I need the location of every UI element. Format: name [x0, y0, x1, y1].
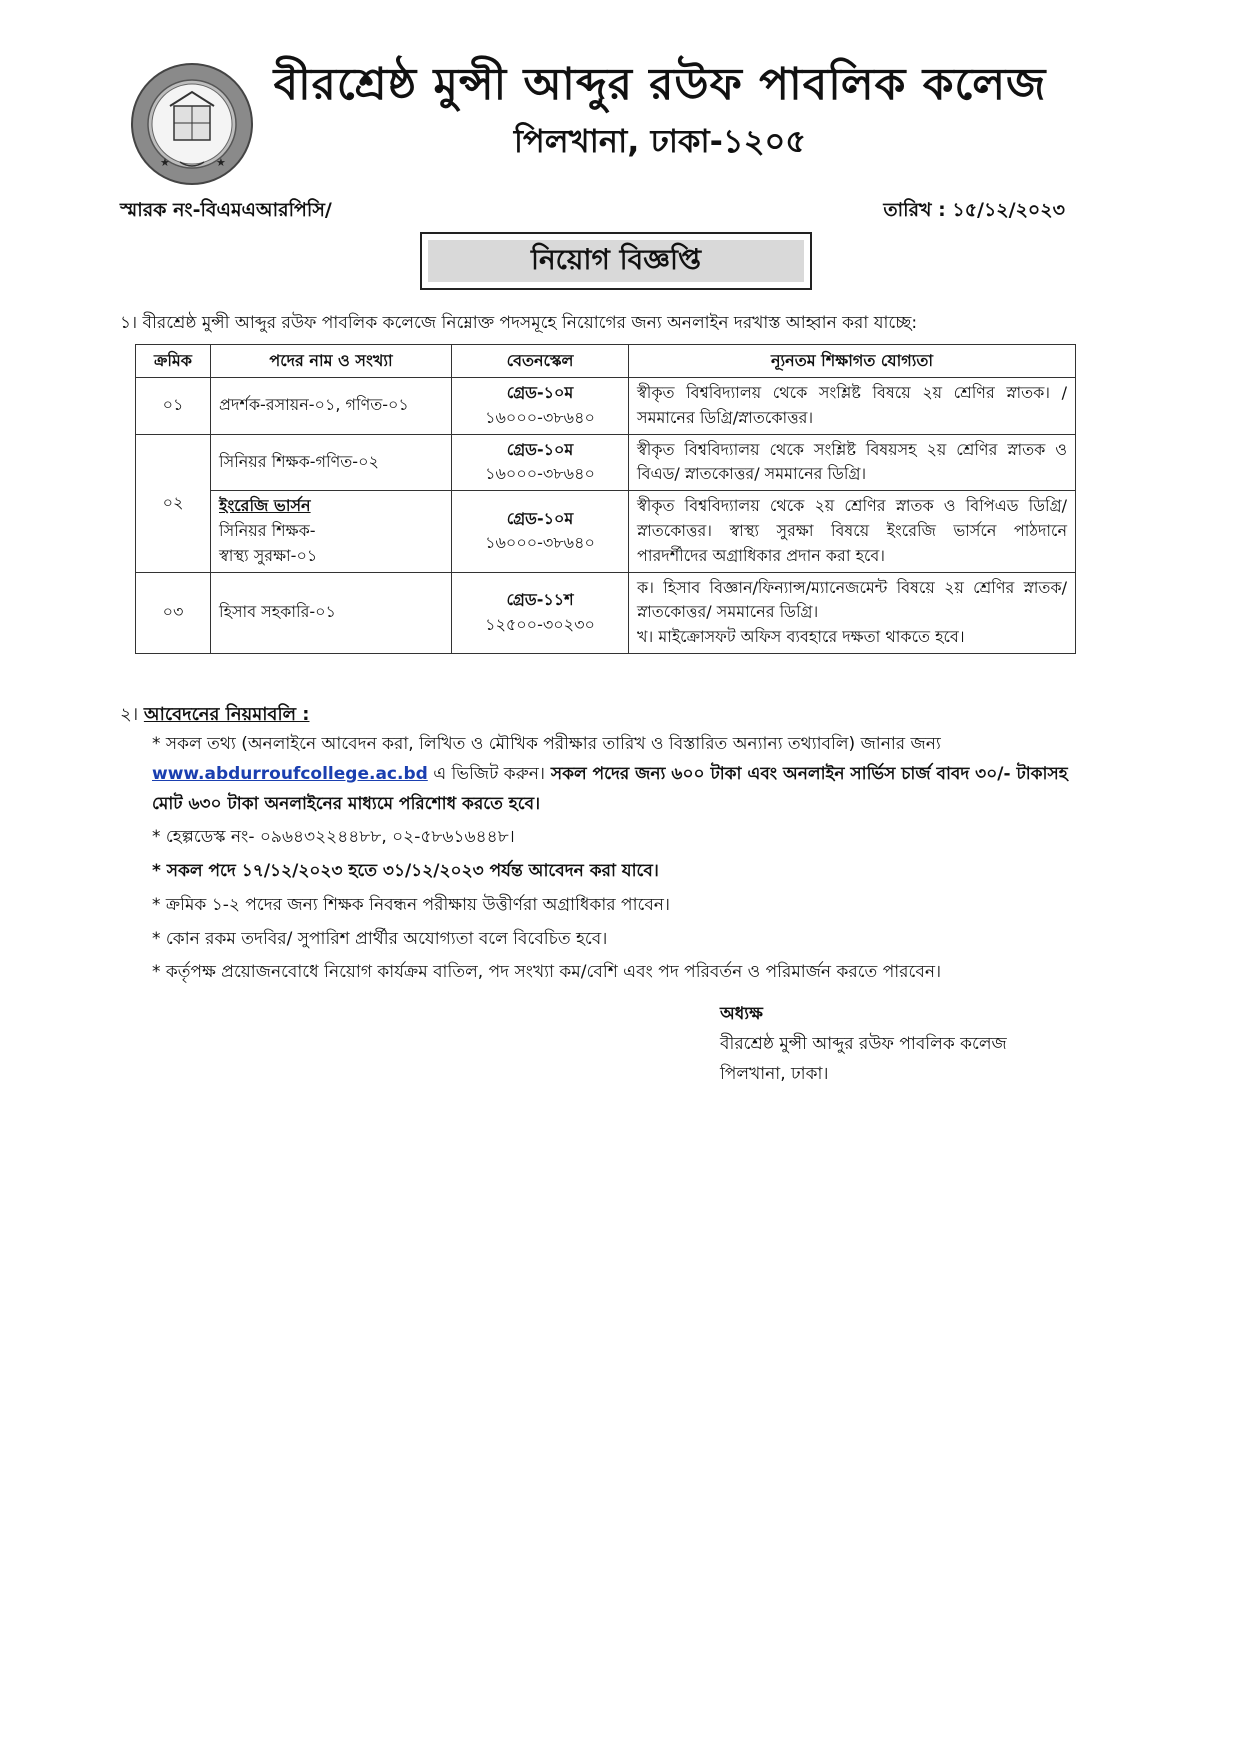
signature-line: বীরশ্রেষ্ঠ মুন্সী আব্দুর রউফ পাবলিক কলেজ [720, 1033, 1007, 1054]
row-post-line: স্বাস্থ্য সুরক্ষা-০১ [219, 545, 318, 565]
college-seal-icon [130, 62, 254, 186]
row-qualification: স্বীকৃত বিশ্ববিদ্যালয় থেকে সংশ্লিষ্ট বিষয়সহ ২য় শ্রেণির স্নাতক ও বিএড/ স্নাতকোত্তর/ সমমানের ডিগ্রি। [629, 434, 1076, 491]
rules-number: ২। [120, 704, 139, 725]
rules-heading-line [120, 700, 309, 731]
notice-date: তারিখ : ১৫/১২/২০২৩ [883, 199, 1065, 221]
signature-line: পিলখানা, ঢাকা। [720, 1063, 829, 1084]
row-pay-scale [452, 434, 629, 491]
header-pay-scale: বেতনস্কেল [452, 345, 629, 378]
signature-title: অধ্যক্ষ [720, 1004, 763, 1024]
signature-block [720, 1000, 1007, 1089]
rules-heading: আবেদনের নিয়মাবলি : [143, 704, 310, 725]
row-post-name [211, 491, 452, 572]
row-grade: গ্রেড-১১শ [506, 589, 574, 609]
row-pay-scale [452, 572, 629, 653]
row-post-name: সিনিয়র শিক্ষক-গণিত-০২ [211, 434, 452, 491]
row-grade: গ্রেড-১০ম [506, 439, 574, 459]
row-scale: ১৬০০০-৩৮৬৪০ [485, 407, 595, 427]
table-header-row [136, 345, 1076, 378]
rule-lobbying: * কোন রকম তদবির/ সুপারিশ প্রার্থীর অযোগ্যতা বলে বিবেচিত হবে। [152, 928, 608, 949]
rule-visit-text: এ ভিজিট করুন। [427, 763, 545, 784]
row-serial: ০২ [136, 434, 211, 572]
rule-helpdesk: * হেল্পডেস্ক নং- ০৯৬৪৩২২৪৪৮৮, ০২-৫৮৬১৬৪৪৮। [152, 827, 515, 848]
table-row [136, 434, 1076, 491]
row-post-line: সিনিয়র শিক্ষক- [219, 520, 316, 540]
website-link[interactable]: www.abdurroufcollege.ac.bd [152, 763, 428, 784]
intro-text: ১। বীরশ্রেষ্ঠ মুন্সী আব্দুর রউফ পাবলিক কলেজে নিম্নোক্ত পদসমূহে নিয়োগের জন্য অনলাইন দরখাস্ত আহ্বান করা যাচ্ছে: [120, 313, 918, 333]
row-scale: ১২৫০০-৩০২৩০ [485, 614, 595, 634]
header-serial: ক্রমিক [136, 345, 211, 378]
row-pay-scale [452, 378, 629, 435]
row-qualification [629, 572, 1076, 653]
row-qualification: স্বীকৃত বিশ্ববিদ্যালয় থেকে সংশ্লিষ্ট বিষয়ে ২য় শ্রেণির স্নাতক। /সমমানের ডিগ্রি/স্নাতকোত্তর। [629, 378, 1076, 435]
rule-info-text: * সকল তথ্য (অনলাইনে আবেদন করা, লিখিত ও মৌখিক পরীক্ষার তারিখ ও বিস্তারিত অন্যান্য তথ্যাবলি) জানার জন্য [152, 734, 941, 754]
row-grade: গ্রেড-১০ম [506, 383, 574, 402]
qualification-item: ক। হিসাব বিজ্ঞান/ফিন্যান্স/ম্যানেজমেন্ট বিষয়ে ২য় শ্রেণির স্নাতক/ স্নাতকোত্তর/ সমমানের ডিগ্রি। [637, 577, 1067, 622]
posts-table [135, 344, 1076, 654]
row-scale: ১৬০০০-৩৮৬৪০ [485, 533, 595, 553]
rule-deadline: * সকল পদে ১৭/১২/২০২৩ হতে ৩১/১২/২০২৩ পর্যন্ত আবেদন করা যাবে। [152, 861, 659, 881]
row-scale: ১৬০০০-৩৮৬৪০ [485, 464, 595, 484]
college-name: বীরশ্রেষ্ঠ মুন্সী আব্দুর রউফ পাবলিক কলেজ [273, 59, 1047, 110]
row-serial: ০৩ [136, 572, 211, 653]
rule-fee-text: সকল পদের জন্য ৬০০ টাকা এবং অনলাইন সার্ভিস চার্জ বাবদ ৩০/- টাকাসহ মোট ৬৩০ টাকা অনলাইনের মাধ্যমে পরিশোধ করতে হবে। [152, 763, 1068, 814]
table-row [136, 491, 1076, 572]
table-row [136, 572, 1076, 653]
table-row [136, 378, 1076, 435]
header-post-name: পদের নাম ও সংখ্যা [211, 345, 452, 378]
college-address: পিলখানা, ঢাকা-১২০৫ [513, 122, 807, 160]
rules-list [152, 730, 1092, 988]
notice-title: নিয়োগ বিজ্ঞপ্তি [428, 240, 804, 282]
row-post-heading: ইংরেজি ভার্সন [219, 496, 311, 516]
qualification-item: খ। মাইক্রোসফট অফিস ব্যবহারে দক্ষতা থাকতে হবে। [637, 627, 965, 647]
memo-number: স্মারক নং-বিএমএআরপিসি/ [120, 199, 332, 221]
header-qualification: ন্যূনতম শিক্ষাগত যোগ্যতা [629, 345, 1076, 378]
row-grade: গ্রেড-১০ম [506, 508, 574, 528]
svg-text:★: ★ [160, 156, 170, 169]
row-qualification: স্বীকৃত বিশ্ববিদ্যালয় থেকে ২য় শ্রেণির স্নাতক ও বিপিএড ডিগ্রি/ স্নাতকোত্তর। স্বাস্থ্য সুরক্ষা বিষয়ে ইংরেজি ভার্সনে পাঠদানে পারদর্শীদের অগ্রাধিকার প্রদান করা হবে। [629, 491, 1076, 572]
rule-authority: * কর্তৃপক্ষ প্রয়োজনবোধে নিয়োগ কার্যক্রম বাতিল, পদ সংখ্যা কম/বেশি এবং পদ পরিবর্তন ও পরিমার্জন করতে পারবেন। [152, 962, 942, 983]
row-post-name: হিসাব সহকারি-০১ [211, 572, 452, 653]
row-pay-scale [452, 491, 629, 572]
row-post-name: প্রদর্শক-রসায়ন-০১, গণিত-০১ [211, 378, 452, 435]
rule-info [152, 730, 1092, 819]
notice-title-box [420, 232, 812, 290]
rule-priority: * ক্রমিক ১-২ পদের জন্য শিক্ষক নিবন্ধন পরীক্ষায় উত্তীর্ণরা অগ্রাধিকার পাবেন। [152, 894, 671, 915]
row-serial: ০১ [136, 378, 211, 435]
svg-text:★: ★ [216, 156, 226, 169]
